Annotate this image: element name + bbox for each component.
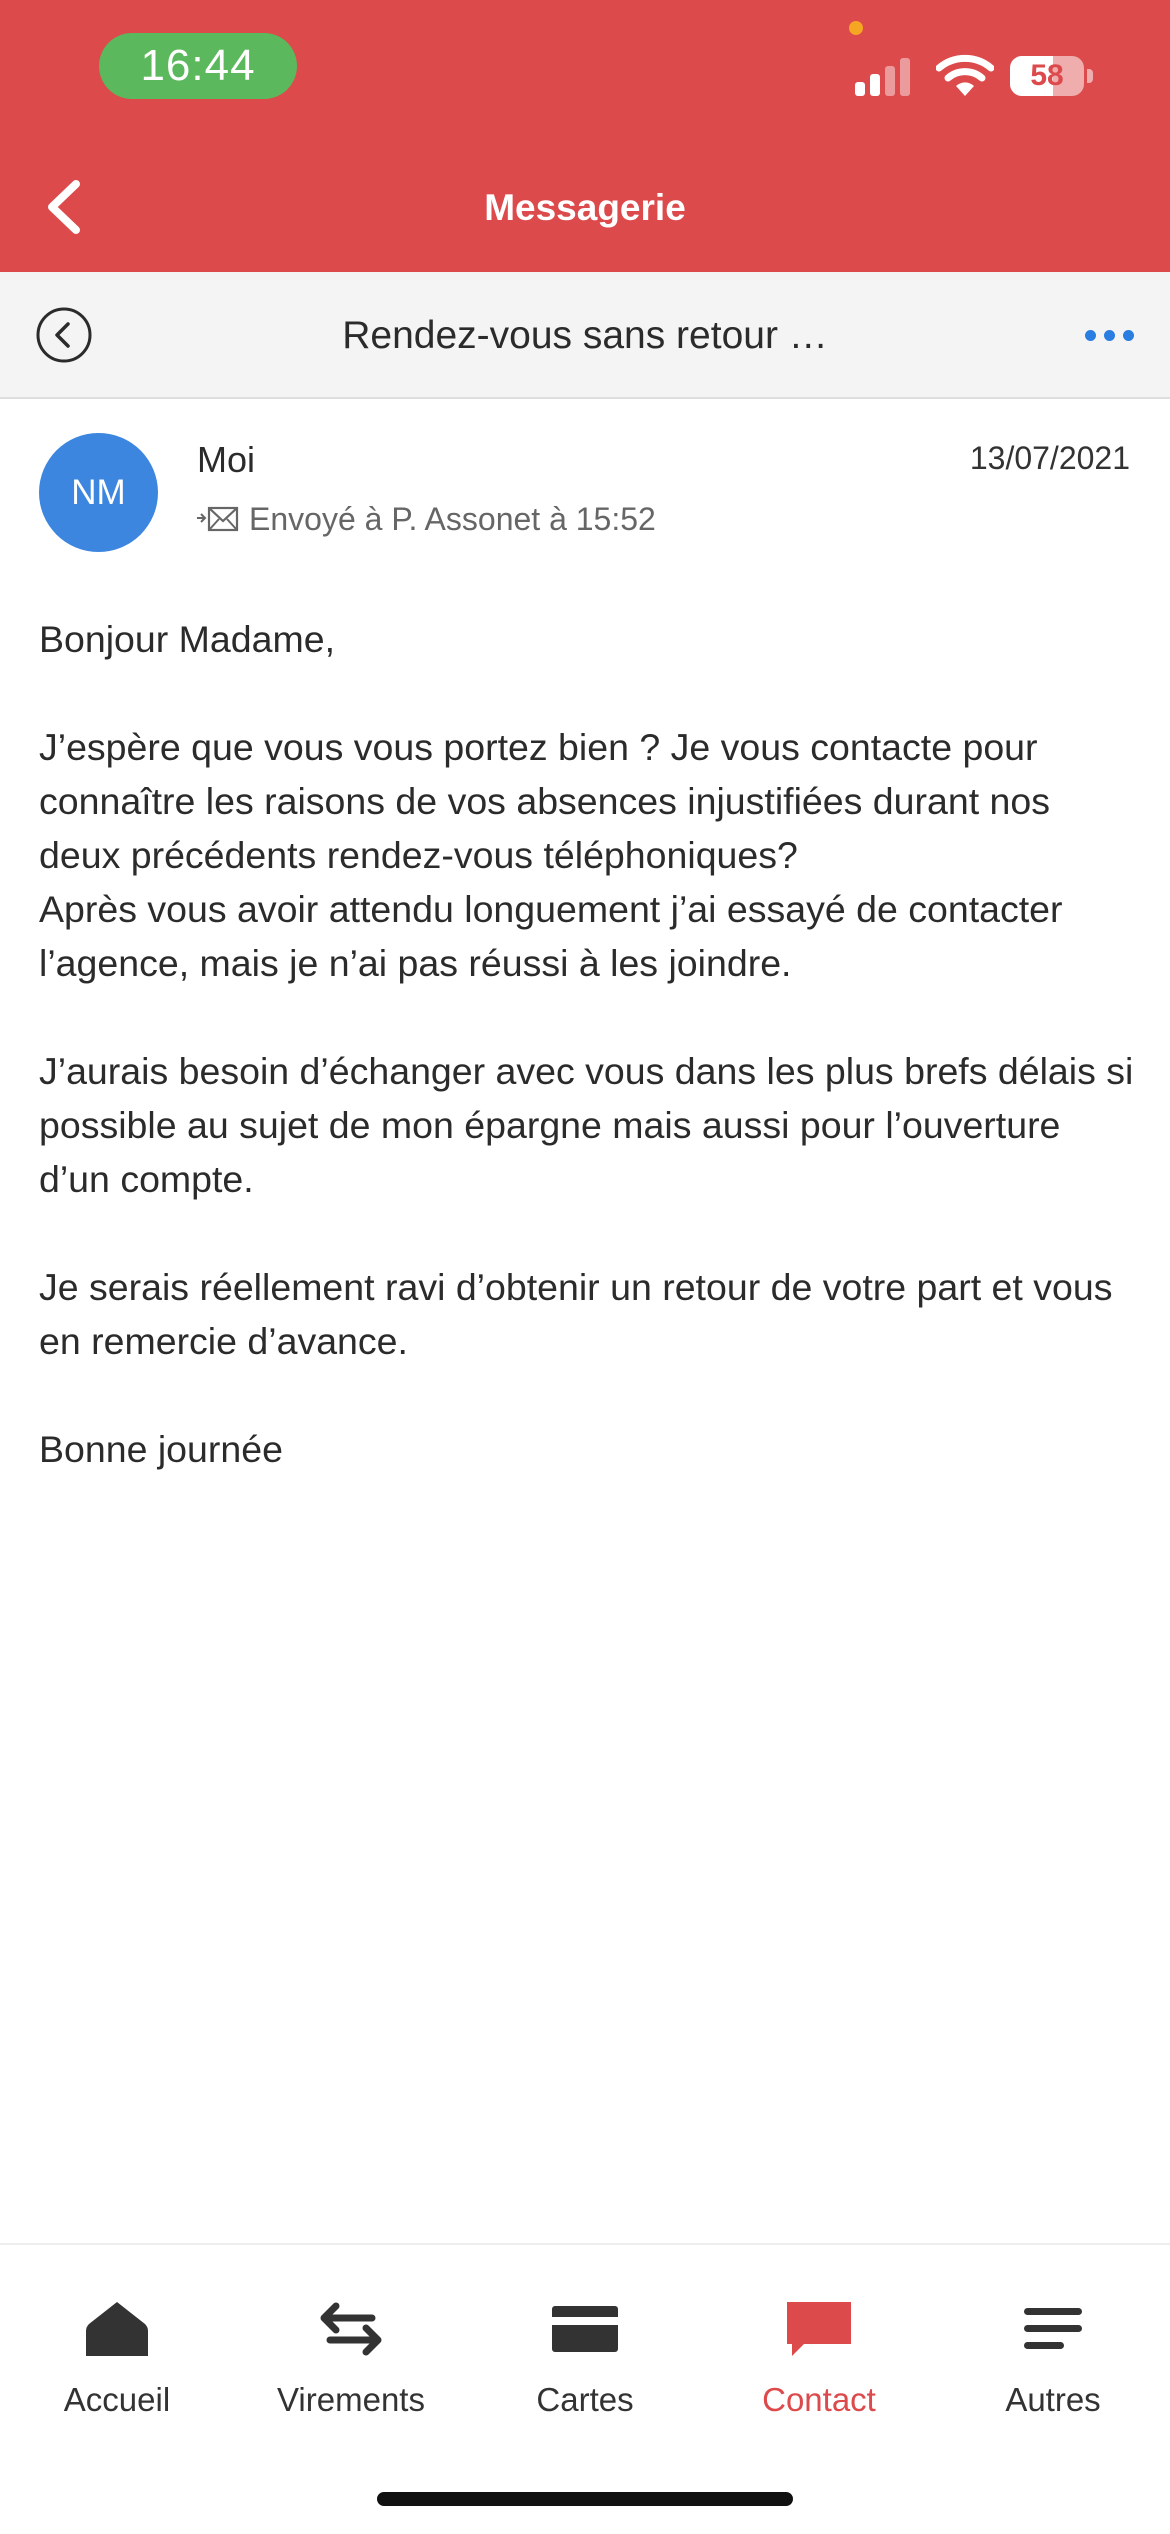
sender-name: Moi <box>197 439 256 480</box>
ellipsis-icon[interactable] <box>1082 322 1138 348</box>
nav-label: Contact <box>762 2381 876 2418</box>
cellular-signal-icon <box>855 56 915 96</box>
message-paragraph: Je serais réellement ravi d’obtenir un retour de votre part et vous en remercie d’avance. <box>39 1266 1113 1362</box>
avatar: NM <box>39 433 158 552</box>
nav-item-virements[interactable] <box>234 2245 468 2445</box>
chat-bubble-icon <box>784 2298 854 2360</box>
nav-item-accueil[interactable] <box>0 2245 234 2445</box>
wifi-icon <box>936 52 994 98</box>
sent-info: Envoyé à P. Assonet à 15:52 <box>249 501 656 537</box>
menu-icon <box>1018 2298 1088 2360</box>
home-indicator[interactable] <box>377 2492 793 2506</box>
message-body <box>39 612 1139 1530</box>
home-icon <box>82 2298 152 2360</box>
bottom-navigation <box>0 2243 1170 2534</box>
nav-item-cartes[interactable] <box>468 2245 702 2445</box>
status-time: 16:44 <box>99 33 297 99</box>
nav-label: Autres <box>1005 2381 1101 2418</box>
sent-envelope-icon <box>197 504 239 538</box>
nav-label: Accueil <box>63 2381 171 2418</box>
nav-item-contact[interactable] <box>702 2245 936 2445</box>
nav-label: Cartes <box>536 2381 634 2418</box>
top-app-bar <box>0 0 1170 272</box>
message-date: 13/07/2021 <box>969 440 1130 476</box>
battery-percentage: 58 <box>1030 59 1064 92</box>
message-paragraph: Bonjour Madame, <box>39 618 335 660</box>
nav-item-autres[interactable] <box>936 2245 1170 2445</box>
conversation-subject: Rendez-vous sans retour … <box>342 314 828 357</box>
transfer-arrows-icon <box>316 2298 386 2360</box>
circle-chevron-left-icon[interactable] <box>35 306 93 364</box>
message-paragraph: Bonne journée <box>39 1428 283 1470</box>
card-icon <box>550 2298 620 2360</box>
message-paragraph: J’espère que vous vous portez bien ? Je vous contacte pour connaître les raisons de vos absences injustifiées durant nos deux précédents rendez-vous téléphoniques? Après vous avoir attendu longuement j’ai essayé de contacter l’agence, mais je n’ai pas réussi à les joindre. <box>39 726 1063 984</box>
message-paragraph: J’aurais besoin d’échanger avec vous dans les plus brefs délais si possible au sujet de mon épargne mais aussi pour l’ouverture d’un compte. <box>39 1050 1134 1200</box>
battery-tip <box>1087 69 1093 83</box>
conversation-subject-bar <box>0 272 1170 399</box>
battery-icon <box>1010 56 1084 96</box>
nav-label: Virements <box>277 2381 425 2418</box>
page-title: Messagerie <box>484 187 686 228</box>
privacy-indicator-dot <box>849 21 863 35</box>
